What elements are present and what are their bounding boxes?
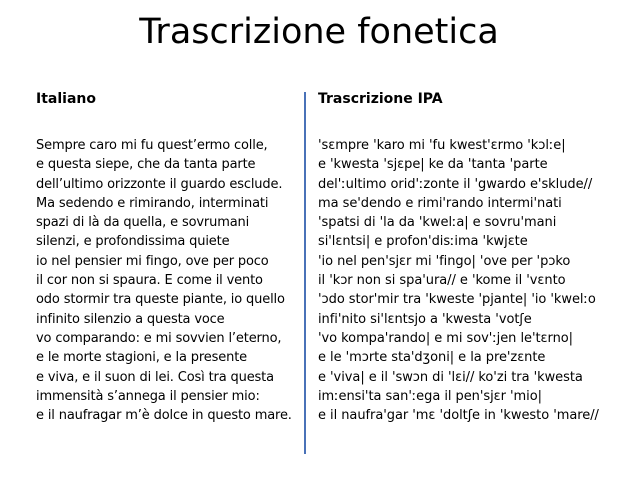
ipa-line: ma se'dendo e rimi'rando intermi'nati [318, 195, 562, 211]
ipa-line: 'vo kompa'rando| e mi sov'ːjen le'tɛrno| [318, 330, 573, 346]
poem-line: e il naufragar m’è dolce in questo mare. [36, 408, 292, 424]
ipa-line: e le 'mɔrte sta'dʒoni| e la pre'zɛnte [318, 350, 546, 366]
ipa-transcription-lines [318, 136, 599, 425]
ipa-heading: Trascrizione IPA [318, 91, 443, 107]
italian-heading: Italiano [36, 91, 96, 107]
ipa-line: e 'kwesta 'sjɛpe| ke da 'tanta 'parte [318, 157, 548, 173]
poem-line: Sempre caro mi fu quest’ermo colle, [36, 138, 268, 153]
ipa-line: il 'kɔr non si spa'ura// e 'kome il 'vɛnto [318, 273, 566, 289]
ipa-line: e il naufra'gar 'mɛ 'doltʃe in 'kwesto 'mare// [318, 408, 599, 424]
ipa-line: infi'nito si'lɛntsjo a 'kwesta 'votʃe [318, 311, 532, 327]
italian-poem-lines [36, 136, 292, 425]
ipa-line: imːensi'ta san'ːega il pen'sjɛr 'mio| [318, 388, 542, 404]
ipa-line: del'ːultimo orid'ːzonte il 'gwardo e'sklude// [318, 176, 593, 192]
italian-column [36, 90, 298, 424]
ipa-line: 'io nel pen'sjɛr mi 'fingo| 'ove per 'pɔko [318, 253, 571, 269]
poem-line: io nel pensier mi fingo, ove per poco [36, 253, 269, 269]
poem-line: e questa siepe, che da tanta parte [36, 157, 256, 173]
poem-line: vo comparando: e mi sovvien l’eterno, [36, 330, 282, 346]
ipa-line: si'lɛntsi| e profon'disːima 'kwjɛte [318, 234, 528, 250]
poem-line: e le morte stagioni, e la presente [36, 350, 247, 366]
poem-line: immensità s’annega il pensier mio: [36, 388, 260, 404]
poem-line: dell’ultimo orizzonte il guardo esclude. [36, 176, 283, 192]
poem-line: e viva, e il suon di lei. Così tra questa [36, 369, 274, 385]
ipa-line: e 'viva| e il 'swɔn di 'lɛi// ko'zi tra 'kwesta [318, 369, 583, 385]
ipa-line: 'sɛmpre 'karo mi 'fu kwest'ɛrmo 'kɔlːe| [318, 138, 566, 153]
poem-line: spazi di là da quella, e sovrumani [36, 215, 250, 231]
column-divider [304, 92, 306, 454]
poem-line: odo stormir tra queste piante, io quello [36, 292, 285, 308]
ipa-line: 'ɔdo stor'mir tra 'kweste 'pjante| 'io 'kwelːo [318, 292, 596, 308]
poem-line: silenzi, e profondissima quiete [36, 234, 230, 250]
poem-line: infinito silenzio a questa voce [36, 311, 225, 327]
slide-title: Trascrizione fonetica [139, 12, 499, 52]
poem-line: il cor non si spaura. E come il vento [36, 273, 263, 289]
ipa-line: 'spatsi di 'la da 'kwelːa| e sovru'mani [318, 215, 557, 231]
ipa-column [318, 90, 618, 424]
poem-line: Ma sedendo e rimirando, interminati [36, 195, 269, 211]
